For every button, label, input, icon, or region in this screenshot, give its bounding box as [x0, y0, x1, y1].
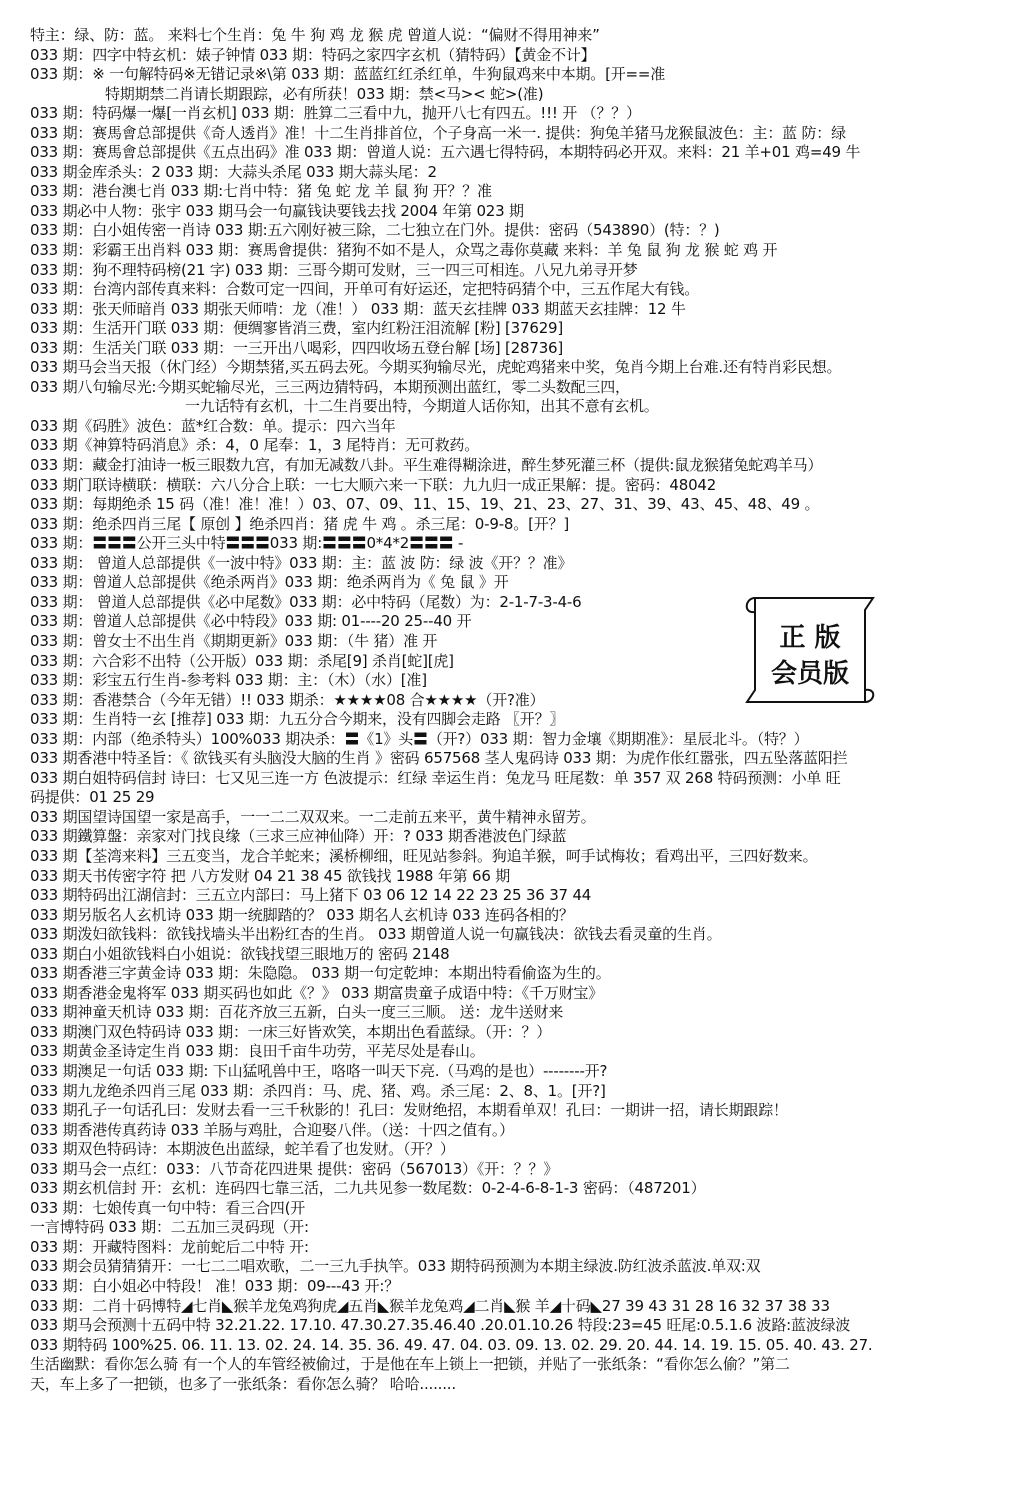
text-line: 033 期：曾道人总部提供《必中特段》033 期: 01----20 25--40 开: [30, 612, 472, 631]
text-line: 033 期：生活开门联 033 期：便绸寥皆消三费，室内红粉汪泪流解 [粉] [37629]: [30, 319, 564, 338]
text-line: 033 期马会一点红：033：八节奇花四进果 提供：密码（567013）《开：？？》: [30, 1159, 559, 1178]
text-line: 033 期八句输尽光:今期买蛇输尽光，三三两边猜特码，本期预测出蓝红，零二头数配三四，: [30, 377, 630, 396]
text-line: 一九话特有玄机，十二生肖要出特，今期道人话你知，出其不意有玄机。: [185, 397, 659, 416]
text-line: 033 期：白小姐必中特段！ 准！033 期：09---43 开:？: [30, 1277, 400, 1295]
text-line: 033 期：张天师暗肖 033 期张天师啃：龙（准！） 033 期：蓝天玄挂牌 033 期蓝天玄挂牌：12 牛: [30, 299, 686, 318]
text-line: 033 期： 曾道人总部提供《必中尾数》033 期：必中特码（尾数）为：2-1-7-3-4-6: [30, 592, 582, 611]
text-line: 033 期神童天机诗 033 期：百花齐放三五新，白头一度三三顺。 送：龙牛送财来: [30, 1003, 564, 1022]
text-line: 033 期：香港禁合（今年无错）!! 033 期杀：★★★★08 合★★★★（开?准）: [30, 690, 545, 709]
text-line: 033 期必中人物：张宇 033 期马会一句赢钱诀要钱去找 2004 年第 023 期: [30, 201, 524, 220]
text-line: 033 期特码 100%25. 06. 11. 13. 02. 24. 14. 35. 36. 49. 47. 04. 03. 09. 13. 02. 29. 20. 44. 14. 19. 15. 05. 40. 43. 27.: [30, 1335, 873, 1354]
text-line: 033 期香港三字黄金诗 033 期：朱隐隐。 033 期一句定乾坤：本期出特看偷盗为生的。: [30, 964, 611, 983]
text-line: 033 期国望诗国望一家是高手，一一二二双双来。一二走前五来平，黄牛精神永留芳。: [30, 807, 596, 826]
text-line: 特期期禁二肖请长期跟踪，必有所获！033 期：禁<马>< 蛇>(准): [105, 84, 544, 103]
text-line: 033 期：绝杀四肖三尾【 原创 】绝杀四肖：猪 虎 牛 鸡 。杀三尾：0-9-8。[开？]: [30, 514, 569, 533]
text-line: 天，车上多了一把锁，也多了一张纸条：看你怎么骑？ 哈哈........: [30, 1374, 456, 1393]
text-line: 特主：绿、防：蓝。 来料七个生肖：兔 牛 狗 鸡 龙 猴 虎 曾道人说：“偏财不得用神来”: [30, 26, 600, 44]
text-line: 033 期白小姐欲钱料白小姐说：欲钱找望三眼地万的 密码 2148: [30, 944, 450, 963]
text-line: 033 期玄机信封 开：玄机：连码四七靠三活，二九共见参一数尾数：0-2-4-6-8-1-3 密码：（487201）: [30, 1179, 706, 1198]
text-line: 033 期澳门双色特码诗 033 期：一床三好皆欢笑，本期出色看蓝绿。（开：？）: [30, 1022, 552, 1041]
text-line: 033 期《码胜》波色：蓝*红合数：单。提示：四六当年: [30, 416, 396, 435]
banner-curl-bottom: [865, 690, 873, 702]
text-line: 一言博特码 033 期：二五加三灵码现（开:: [30, 1218, 309, 1237]
text-line: 033 期：港台澳七肖 033 期:七肖中特：猪 兔 蛇 龙 羊 鼠 狗 开？？准: [30, 182, 492, 201]
text-line: 033 期：特码爆一爆[一肖玄机] 033 期：胜算二三看中九，抛开八七有四五。!!! 开 （？？）: [30, 104, 641, 123]
text-line: 033 期：生肖特一玄 [推荐] 033 期：九五分合今期来，没有四脚会走路 〖开？〗: [30, 710, 565, 729]
text-line: 033 期：曾女士不出生肖《期期更新》033 期：（牛 猪）准 开: [30, 631, 438, 650]
text-line: 033 期：※ 一句解特码※无错记录※\第 033 期：蓝蓝红红杀红单，牛狗鼠鸡来中本期。[开==准: [30, 65, 666, 84]
text-line: 033 期香港金鬼将军 033 期买码也如此《？》 033 期富贵童子成语中特：《千万财宝》: [30, 983, 604, 1002]
text-line: 033 期澳足一句话 033 期: 下山猛吼兽中王，咯咯一叫天下亮.（马鸡的是也）--------开?: [30, 1061, 608, 1080]
text-line: 033 期：内部（绝杀特头）100%033 期决杀：〓《1》头〓（开?）033 期：智力金壤《期期准》：星辰北斗。（特？）: [30, 729, 809, 748]
text-line: 033 期香港中特圣旨：《 欲钱买有头脑没大脑的生肖 》密码 657568 茎人鬼码诗 033 期：为虎作伥红嚣张，四五坠落蓝阳拦: [30, 749, 848, 768]
text-line: 033 期金库杀头：2 033 期：大蒜头杀尾 033 期大蒜头尾：2: [30, 162, 437, 181]
text-line: 033 期白姐特码信封 诗曰：七又见三连一方 色波提示：红绿 幸运生肖：兔龙马 旺尾数：单 357 双 268 特码预测：小单 旺: [30, 768, 841, 787]
text-line: 033 期孔子一句话孔曰：发财去看一三千秋影的！孔曰：发财绝招，本期看单双！孔曰：一期讲一招，请长期跟踪！: [30, 1101, 788, 1120]
text-line: 033 期双色特码诗：本期波色出蓝绿，蛇羊看了也发财。（开？）: [30, 1140, 455, 1159]
text-line: 033 期：曾道人总部提供《绝杀两肖》033 期：绝杀两肖为《 兔 鼠 》开: [30, 573, 509, 592]
text-line: 码提供：01 25 29: [30, 788, 155, 807]
text-line: 033 期：赛馬會总部提供《奇人透肖》准！十二生肖排首位，个子身高一米一. 提供：狗兔羊猪马龙猴鼠波色：主：蓝 防：绿: [30, 123, 846, 142]
text-line: 生活幽默：看你怎么骑 有一个人的车管经被偷过，于是他在车上锁上一把锁，并贴了一张纸条：“看你怎么偷？”第二: [30, 1355, 790, 1374]
text-line: 033 期：赛馬會总部提供《五点出码》准 033 期：曾道人说：五六遇七得特码，本期特码必开双。来料：21 羊+01 鸡=49 牛: [30, 143, 861, 162]
text-line: 033 期：彩宝五行生肖-参考料 033 期：主：（木）（水）[准]: [30, 671, 427, 690]
text-line: 033 期香港传真药诗 033 羊肠与鸡肚，合迎娶八伴。（送：十四之值有。）: [30, 1120, 514, 1139]
text-line: 033 期：白小姐传密一肖诗 033 期:五六刚好被三除，二七独立在门外。提供：密码（543890）(特：？): [30, 221, 720, 240]
text-line: 033 期：狗不理特码榜(21 字) 033 期：三哥今期可发财，三一四三可相连。八兄九弟寻开梦: [30, 260, 638, 279]
banner-curl-top: [747, 598, 755, 612]
text-line: 033 期会员猜猜猜开：一七二二唱欢歌，二一三九手执竿。033 期特码预测为本期主绿波.防红波杀蓝波.单双:双: [30, 1257, 761, 1276]
text-line: 033 期：四字中特玄机：婊子钟情 033 期：特码之家四字玄机（猜特码）【黄金不计】: [30, 45, 596, 64]
text-line: 033 期另版名人玄机诗 033 期一统脚踏的？ 033 期名人玄机诗 033 连码各相的？: [30, 905, 574, 924]
text-line: 033 期门联诗横联：横联：六八分合上联：一七大顺六来一下联：九九归一成正果解：提。密码：48042: [30, 475, 717, 494]
text-line: 033 期：每期绝杀 15 码（准！准！准！）03、07、09、11、15、19、21、23、27、31、39、43、45、48、49 。: [30, 495, 820, 514]
text-line: 033 期：台湾内部传真来料：合数可定一四间，开单可有好运还，定把特码猜个中，三五作尾大有钱。: [30, 280, 700, 299]
text-line: 033 期：开藏特图料：龙前蛇后二中特 开:: [30, 1237, 309, 1256]
text-line: 033 期：藏金打油诗一板三眼数九宫，有加无减数八卦。平生难得糊涂进，醉生梦死灌三杯（提供:鼠龙猴猪兔蛇鸡羊马）: [30, 456, 823, 475]
text-line: 033 期：生活关门联 033 期：一三开出八喝彩，四四收场五登台解 [场] [28736]: [30, 338, 564, 357]
text-body: [30, 26, 1015, 1394]
text-line: 033 期：〓〓〓公开三头中特〓〓〓033 期:〓〓〓0*4*2〓〓〓 -: [30, 534, 464, 553]
stamp-line-2: 会员版: [770, 659, 850, 689]
stamp-line-1: 正 版: [779, 623, 841, 653]
genuine-member-edition-stamp: [715, 590, 895, 710]
text-line: 033 期《神算特码消息》杀：4，0 尾奉：1，3 尾特肖：无可救药。: [30, 436, 480, 455]
text-line: 033 期：二肖十码博特◢七肖◣猴羊龙兔鸡狗虎◢五肖◣猴羊龙兔鸡◢二肖◣猴 羊◢十码◣27 39 43 31 28 16 32 37 38 33: [30, 1296, 830, 1315]
text-line: 033 期： 曾道人总部提供《一波中特》033 期：主：蓝 波 防：绿 波《开？？准》: [30, 553, 573, 572]
text-line: 033 期马会当天报（休门经）今期禁猪,买五码去死。今期买狗输尽光，虎蛇鸡猪来中奖，兔肖今期上台难.还有特肖彩民想。: [30, 358, 842, 377]
text-line: 033 期【荃湾来料】三五变当，龙合羊蛇来；溪桥柳细，旺见站参斜。狗追羊猴，呵手试梅妆；看鸡出平，三四好数来。: [30, 846, 818, 865]
text-line: 033 期特码出江湖信封：三五立内部曰：马上猪下 03 06 12 14 22 23 25 36 37 44: [30, 886, 592, 905]
text-line: 033 期：彩霸王出肖料 033 期：赛馬會提供：猪狗不如不是人，众骂之毒你莫藏 来料：羊 兔 鼠 狗 龙 猴 蛇 鸡 开: [30, 241, 778, 260]
text-line: 033 期：六合彩不出特（公开版）033 期：杀尾[9] 杀肖[蛇][虎]: [30, 651, 454, 670]
text-line: 033 期：七娘传真一句中特：看三合四(开: [30, 1198, 306, 1217]
text-line: 033 期泼妇欲钱料：欲钱找墙头半出粉红杏的生肖。 033 期曾道人说一句赢钱决：欲钱去看灵童的生肖。: [30, 925, 722, 944]
text-line: 033 期马会预测十五码中特 32.21.22. 17.10. 47.30.27.35.46.40 .20.01.10.26 特段:23=45 旺尾:0.5.1.6 波路:蓝波绿波: [30, 1316, 851, 1335]
text-line: 033 期鐵算盤：亲家对门找良缘（三求三应神仙降）开：? 033 期香港波色门绿蓝: [30, 827, 567, 846]
text-line: 033 期黄金圣诗定生肖 033 期：良田千亩牛功劳，平芜尽处是春山。: [30, 1042, 485, 1061]
text-line: 033 期天书传密字符 把 八方发财 04 21 38 45 欲钱找 1988 年第 66 期: [30, 866, 511, 885]
text-line: 033 期九龙绝杀四肖三尾 033 期：杀四肖：马、虎、猪、鸡。杀三尾：2、8、1。[开?]: [30, 1081, 606, 1100]
